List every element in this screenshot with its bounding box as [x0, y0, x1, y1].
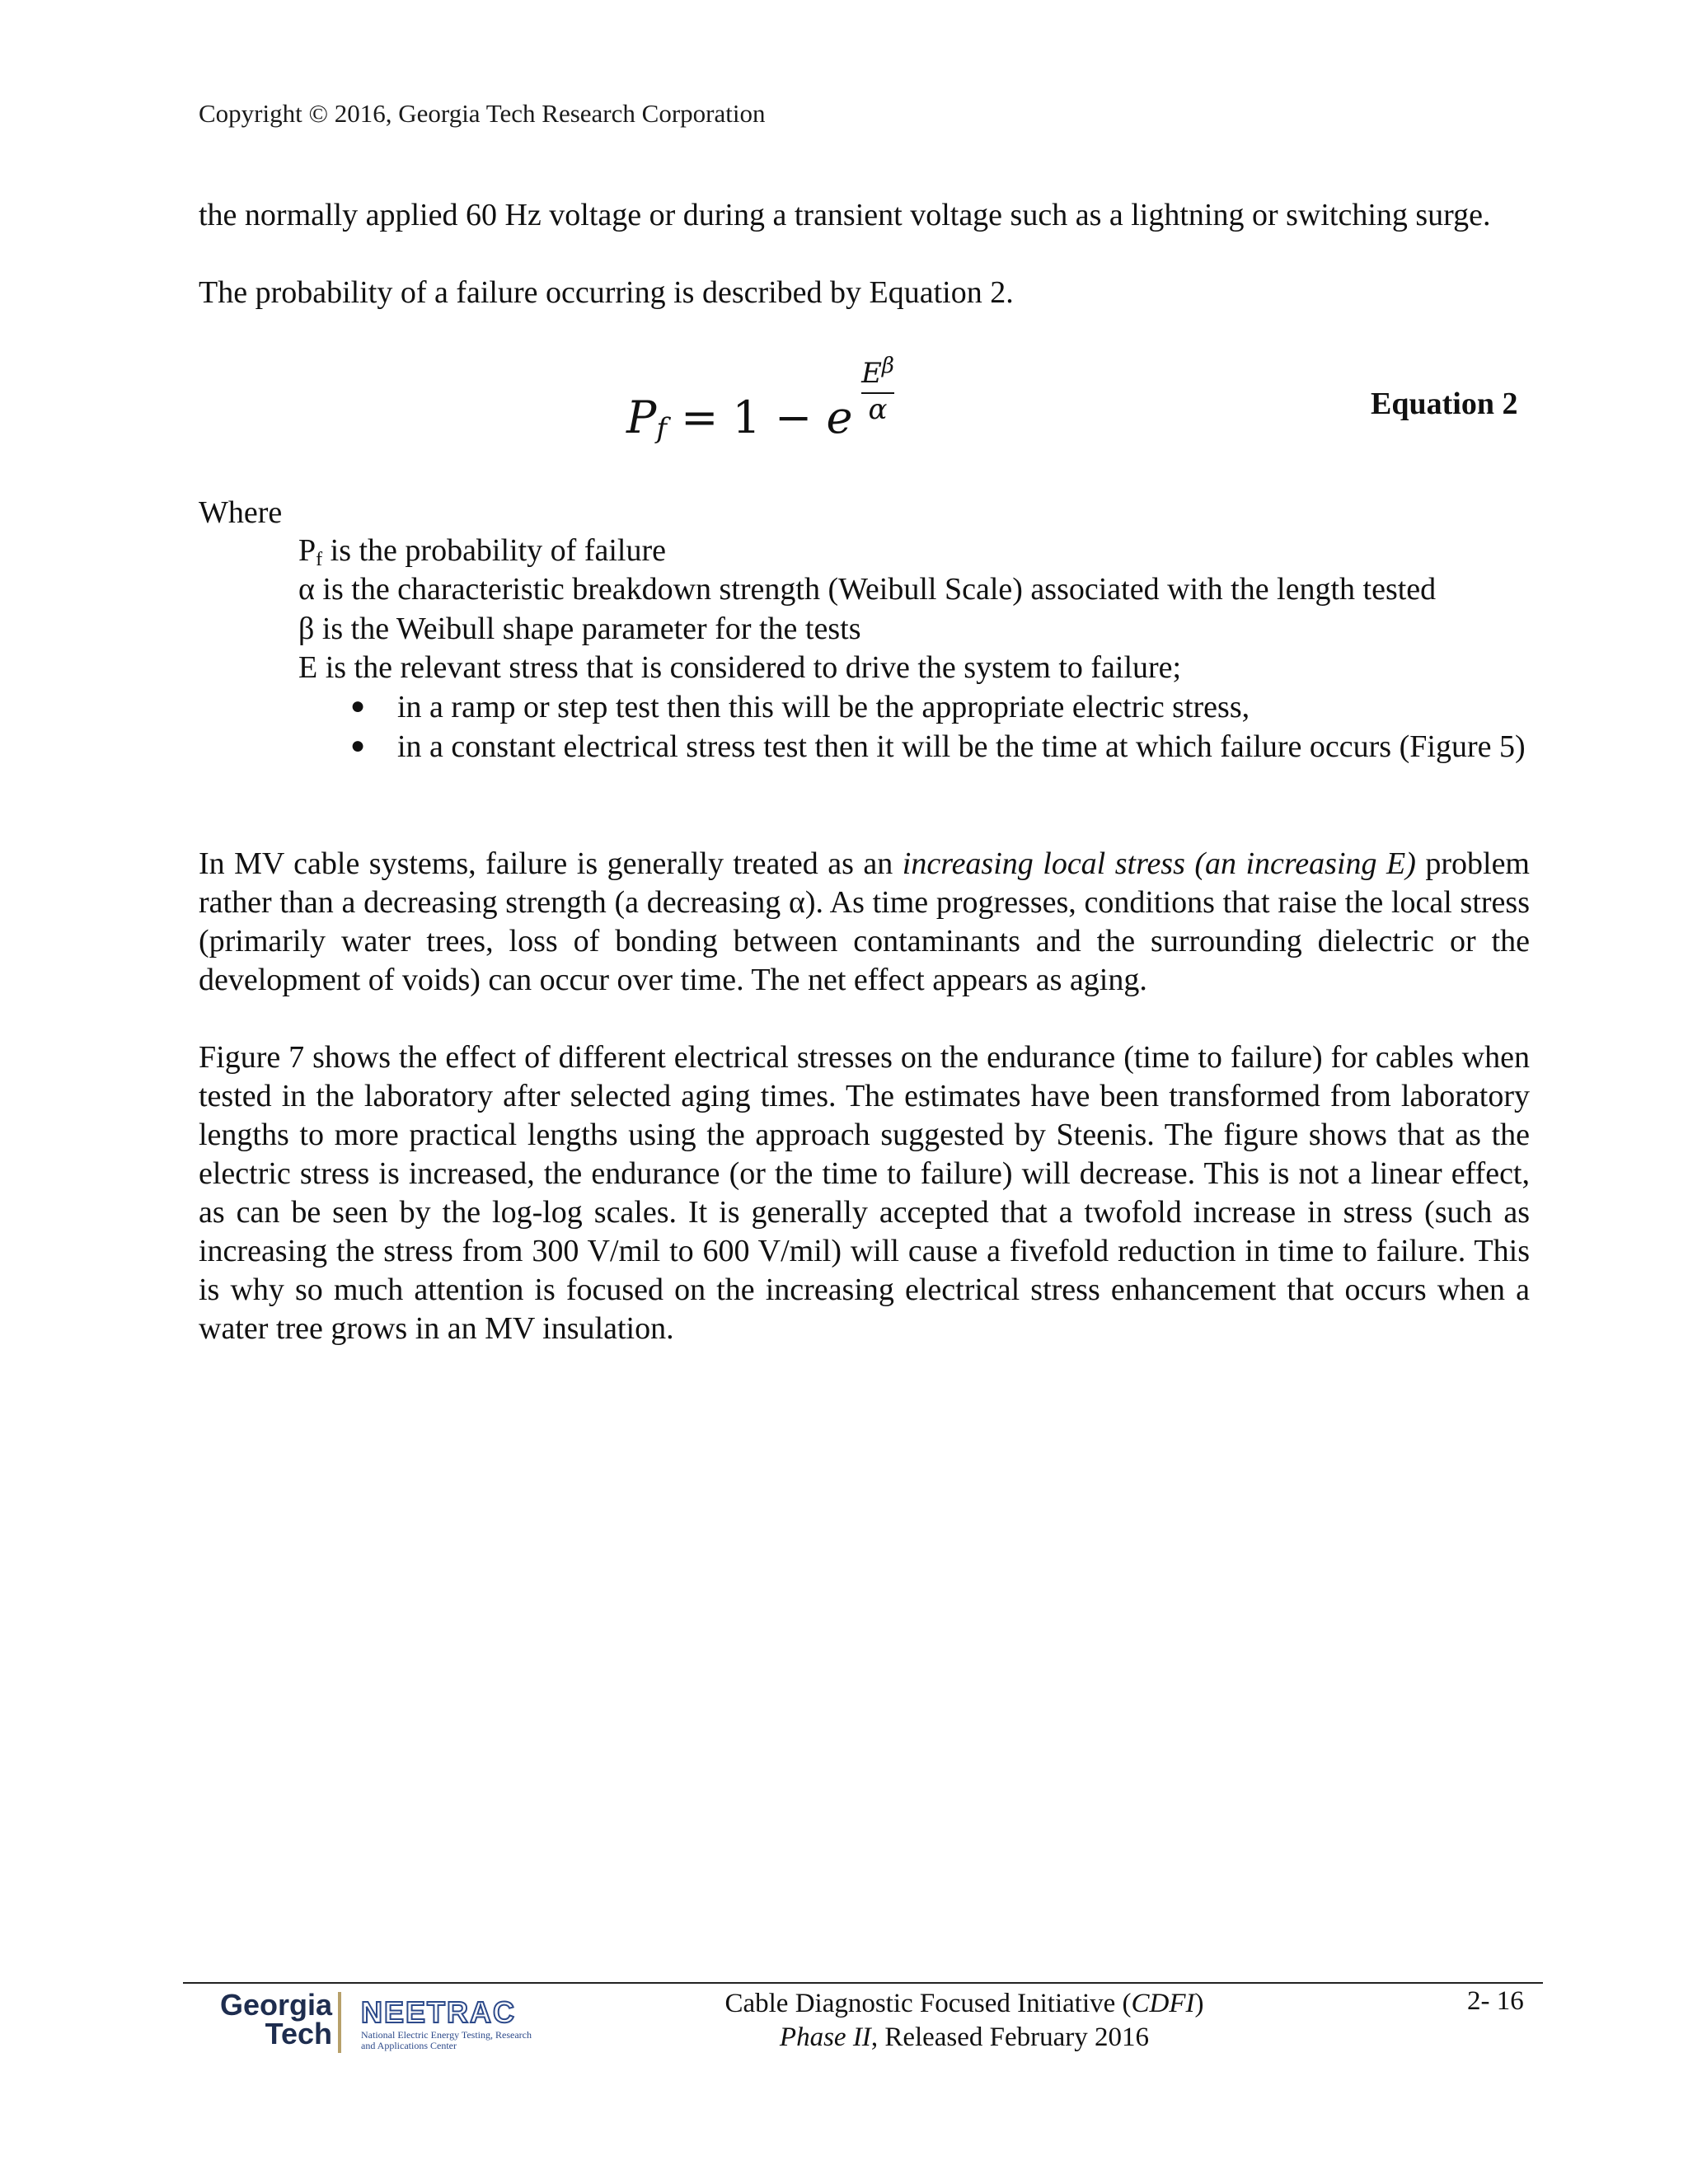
equation-2 [626, 350, 956, 457]
eq-lhs-symbol: P [626, 391, 657, 443]
figure-7-paragraph: Figure 7 shows the effect of different electrical stresses on the endurance (time to failure) for cables when tested in the laboratory after selected aging times. The estimates have been transformed from laboratory lengths to more practical lengths using the approach suggested by Steenis. The figure shows that as the electric stress is increased, the endurance (or the time to failure) will decrease. This is not a linear effect, as can be seen by the log-log scales. It is generally accepted that a twofold increase in stress (such as increasing the stress from 300 V/mil to 600 V/mil) will cause a fivefold reduction in time to failure. This is why so much attention is focused on the increasing electrical stress enhancement that occurs when a water tree grows in an MV insulation. [199, 1040, 1530, 1346]
logo-divider [338, 1992, 341, 2053]
georgia-tech-logo: Georgia Tech [219, 1988, 332, 2050]
definition-beta: β is the Weibull shape parameter for the tests [298, 612, 861, 646]
equation-main [626, 391, 852, 443]
eq-exp-denominator: α [868, 393, 888, 426]
intro-paragraph: the normally applied 60 Hz voltage or during a transient voltage such as a lightning or switching surge. [199, 198, 1491, 232]
eq-base: e [826, 391, 853, 443]
intro-sentence: The probability of a failure occurring is described by Equation 2. [199, 275, 1014, 310]
equation-label: Equation 2 [1371, 387, 1518, 421]
neetrac-tagline: National Electric Energy Testing, Research and Applications Center [361, 2029, 532, 2051]
page-number: 2- 16 [1467, 1986, 1524, 2016]
pf-subscript: f [316, 549, 323, 570]
footer-title [635, 1987, 1294, 2055]
footer-line-1: Cable Diagnostic Focused Initiative (CDFI) [724, 1989, 1204, 2018]
pf-symbol: P [298, 533, 316, 568]
eq-exp-numerator: $E^\beta$ [861, 354, 894, 390]
footer-logo [196, 1990, 551, 2056]
bullet-item: in a ramp or step test then this will be the appropriate electric stress, [397, 690, 1250, 724]
bullet-icon: ● [350, 692, 366, 719]
bullet-icon: ● [350, 732, 366, 759]
eq-exp-power: β [881, 354, 894, 378]
footer-rule [183, 1982, 1543, 1984]
definition-pf [298, 532, 666, 574]
mv-cable-paragraph: In MV cable systems, failure is generally treated as an increasing local stress (an increasing E) problem rather than a decreasing strength (a decreasing α). As time progresses, conditions that raise the local stress (primarily water trees, loss of bonding between contaminants and the surrounding dielectric or the development of voids) can occur over time. The net effect appears as aging. [199, 846, 1530, 997]
eq-exponent-fraction [861, 354, 894, 426]
neetrac-logo: NEETRAC [361, 1995, 517, 2029]
pf-text: is the probability of failure [322, 533, 666, 568]
where-label: Where [199, 495, 283, 530]
footer-line-2: Phase II, Released February 2016 [779, 2022, 1150, 2052]
header-copyright: Copyright © 2016, Georgia Tech Research Corporation [199, 99, 766, 128]
eq-rhs-prefix: = 1 − [681, 391, 813, 443]
emphasis: increasing local stress (an increasing E) [902, 846, 1416, 881]
eq-lhs-subscript: f [656, 412, 667, 445]
definition-e: E is the relevant stress that is considered to drive the system to failure; [298, 650, 1182, 685]
definition-alpha: α is the characteristic breakdown strength (Weibull Scale) associated with the length tested [298, 572, 1437, 607]
bullet-item: in a constant electrical stress test then it will be the time at which failure occurs (Figure 5) [397, 729, 1526, 764]
